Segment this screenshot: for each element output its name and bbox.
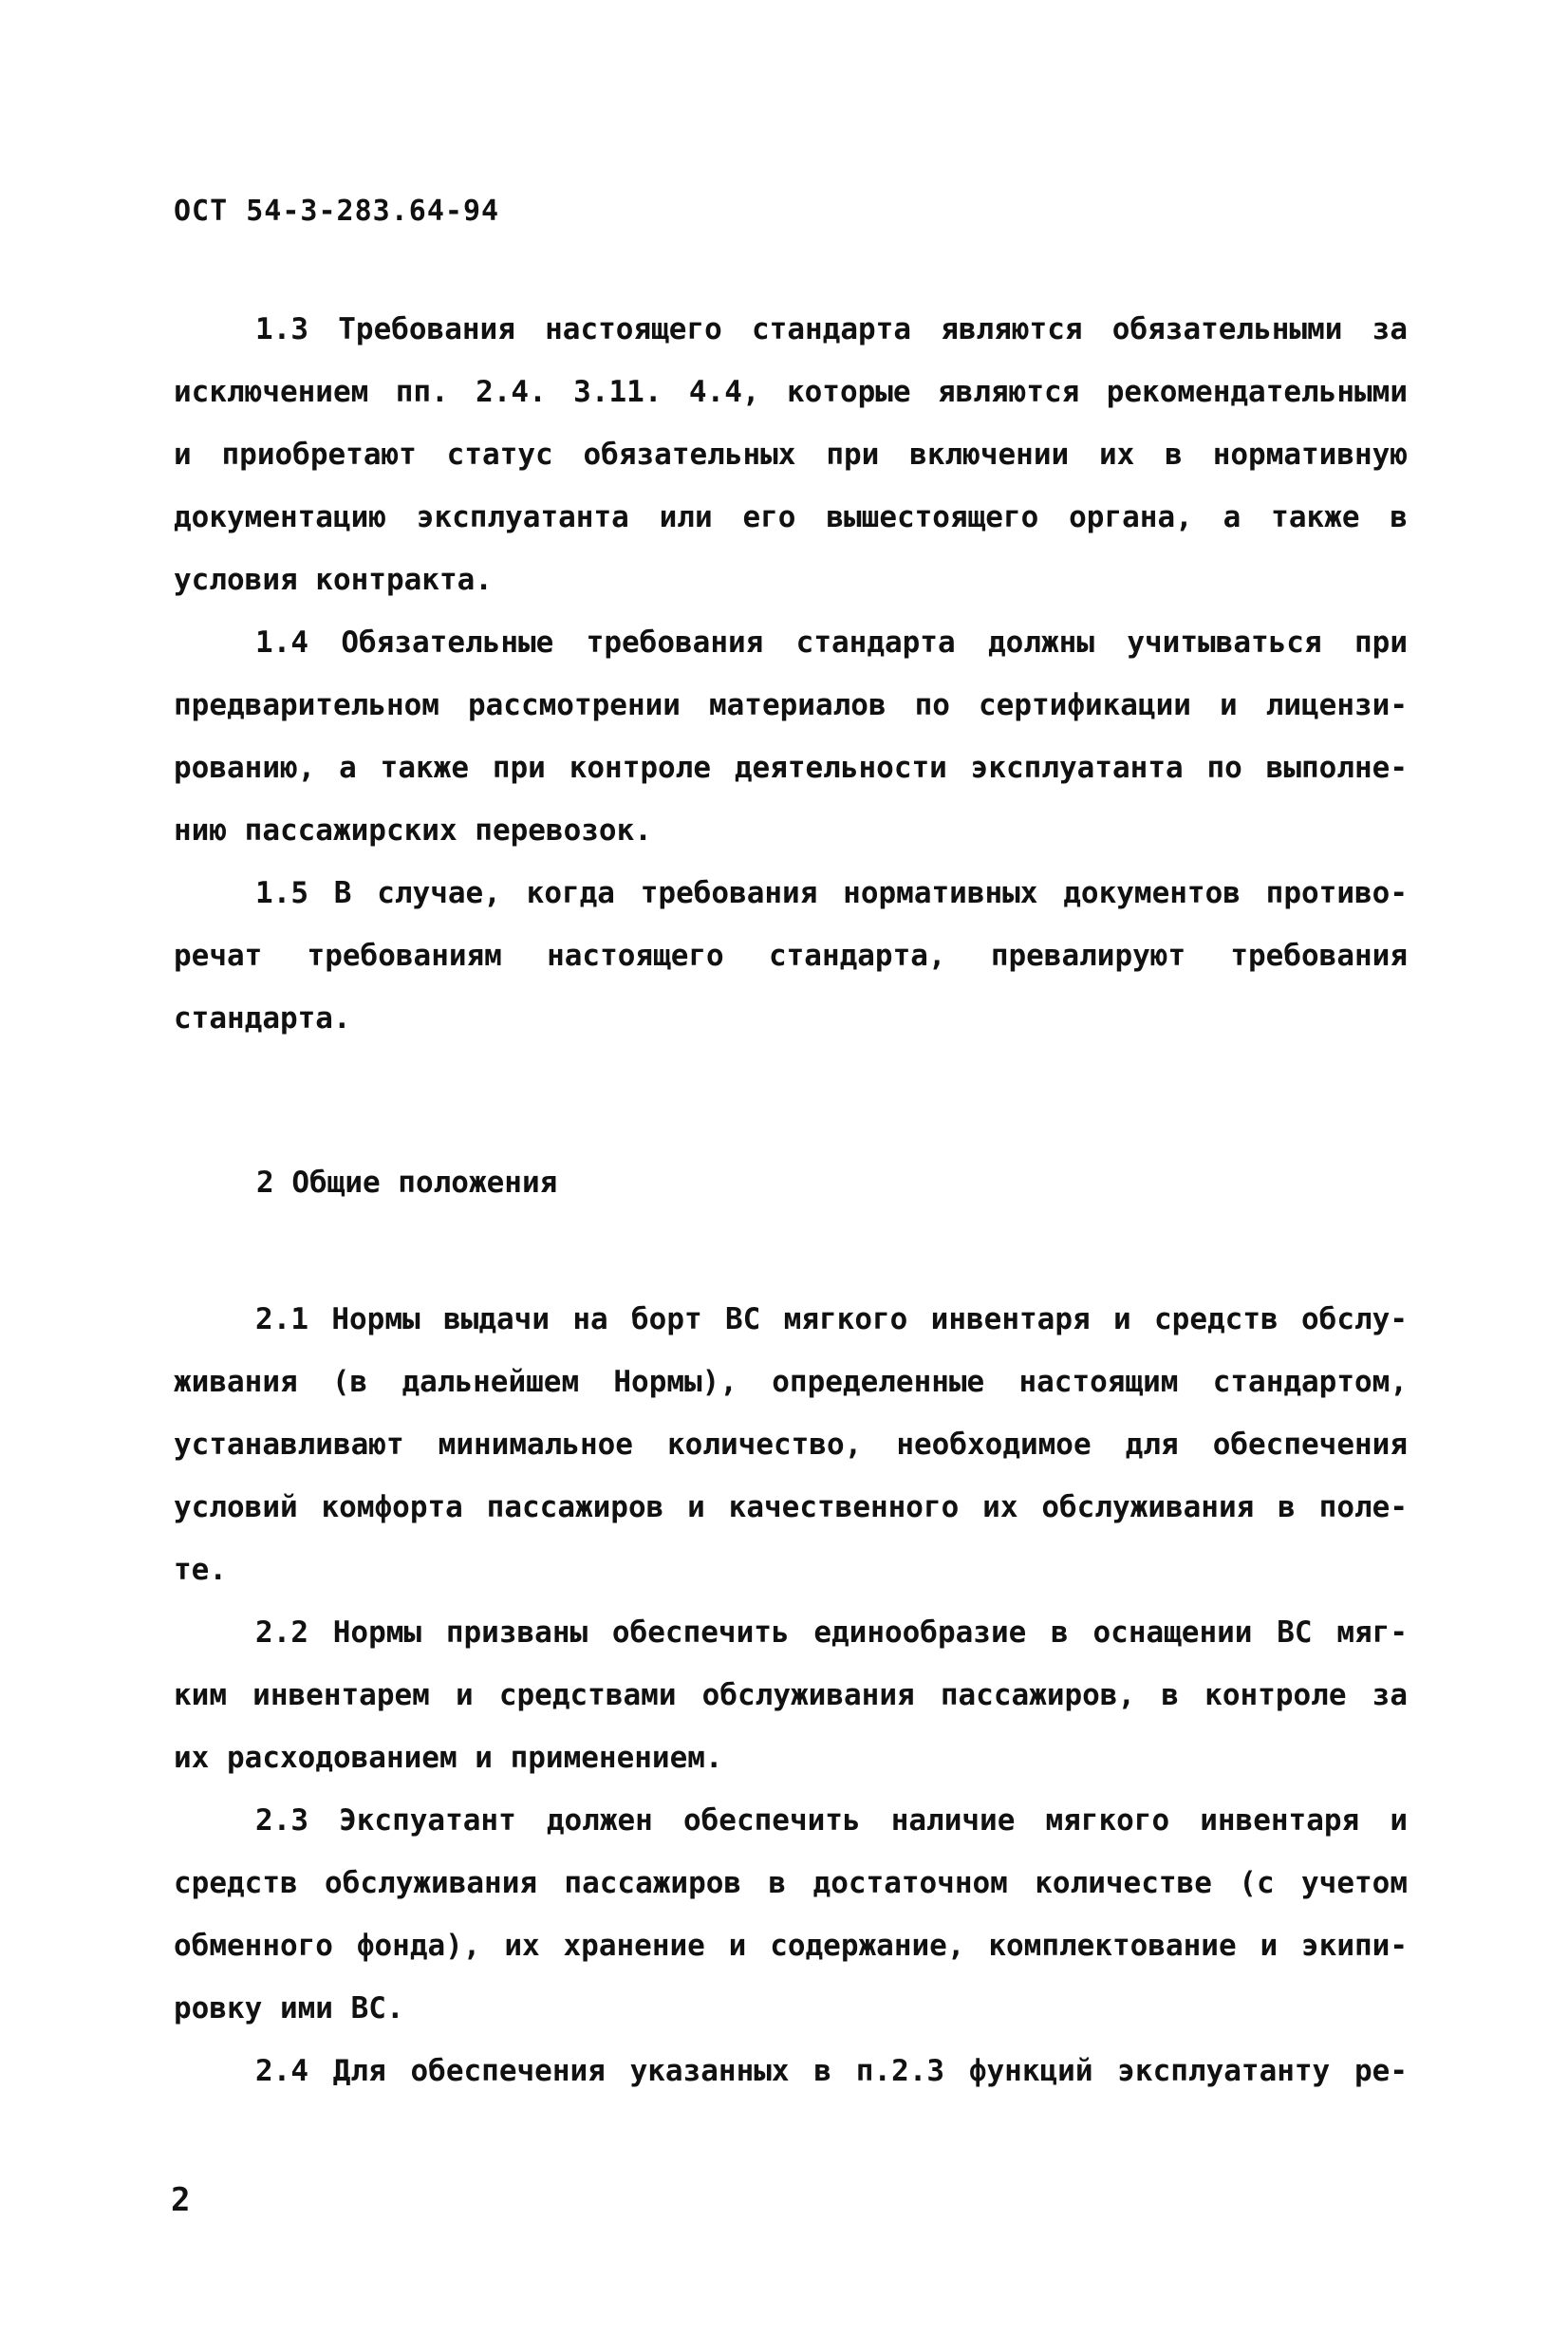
text-line: речат требованиям настоящего стандарта, превалируют требования: [174, 939, 1408, 973]
text-line: 2.1 Нормы выдачи на борт ВС мягкого инвентаря и средств обслу-: [255, 1302, 1408, 1336]
text-line: условий комфорта пассажиров и качественного их обслуживания в поле-: [174, 1490, 1408, 1524]
section-title: 2 Общие положения: [256, 1166, 558, 1200]
text-line: 1.5 В случае, когда требования нормативных документов противо-: [255, 876, 1408, 910]
text-line: устанавливают минимальное количество, необходимое для обеспечения: [174, 1428, 1408, 1462]
text-line: живания (в дальнейшем Нормы), определенные настоящим стандартом,: [174, 1365, 1408, 1399]
text-line: условия контракта.: [174, 563, 493, 597]
paragraph-2-1: [174, 1288, 1408, 1601]
text-line: те.: [174, 1553, 227, 1587]
text-line: исключением пп. 2.4. 3.11. 4.4, которые являются рекомендательными: [174, 375, 1408, 409]
paragraph-1-5: [174, 862, 1408, 1050]
paragraph-2-4: [174, 2040, 1408, 2102]
text-line: документацию эксплуатанта или его вышестоящего органа, а также в: [174, 500, 1408, 534]
text-line: 1.3 Требования настоящего стандарта являются обязательными за: [255, 312, 1408, 346]
text-line: 2.4 Для обеспечения указанных в п.2.3 функций эксплуатанту ре-: [255, 2054, 1408, 2088]
text-line: предварительном рассмотрении материалов по сертификации и лицензи-: [174, 688, 1408, 722]
paragraph-2-2: [174, 1601, 1408, 1789]
text-line: обменного фонда), их хранение и содержание, комплектование и экипи-: [174, 1929, 1408, 1963]
text-line: средств обслуживания пассажиров в достаточном количестве (с учетом: [174, 1866, 1408, 1900]
page-number: 2: [171, 2181, 191, 2219]
text-line: их расходованием и применением.: [174, 1741, 723, 1775]
text-line: рованию, а также при контроле деятельности эксплуатанта по выполне-: [174, 751, 1408, 785]
text-line: ровку ими ВС.: [174, 1991, 404, 2025]
text-line: стандарта.: [174, 1001, 351, 1036]
paragraph-2-3: [174, 1789, 1408, 2040]
text-line: 1.4 Обязательные требования стандарта должны учитываться при: [255, 625, 1408, 660]
text-line: 2.2 Нормы призваны обеспечить единообразие в оснащении ВС мяг-: [255, 1615, 1408, 1650]
paragraph-1-4: [174, 611, 1408, 862]
document-code-header: ОСТ 54-3-283.64-94: [174, 195, 500, 228]
text-line: и приобретают статус обязательных при включении их в нормативную: [174, 438, 1408, 472]
text-line: нию пассажирских перевозок.: [174, 813, 652, 848]
text-line: ким инвентарем и средствами обслуживания пассажиров, в контроле за: [174, 1678, 1408, 1712]
text-line: 2.3 Экспуатант должен обеспечить наличие мягкого инвентаря и: [255, 1803, 1408, 1838]
paragraph-1-3: [174, 298, 1408, 611]
